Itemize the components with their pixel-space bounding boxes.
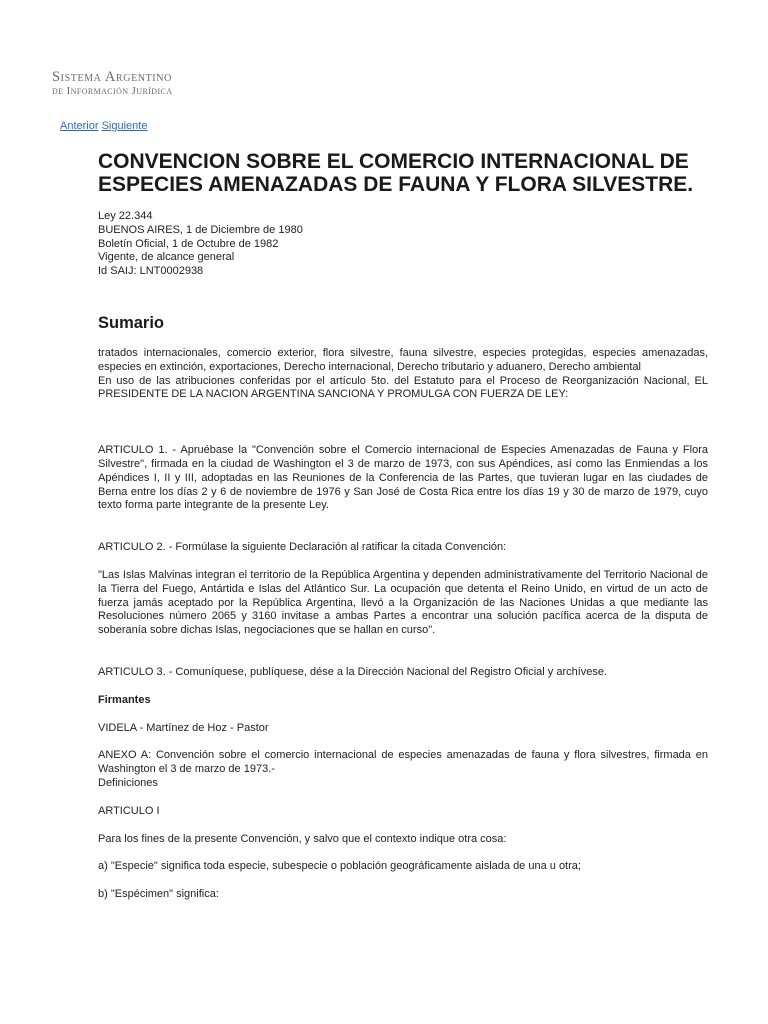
place-date: BUENOS AIRES, 1 de Diciembre de 1980 (98, 223, 303, 236)
definition-b: b) "Espécimen" significa: (98, 888, 219, 901)
article-2: ARTICULO 2. - Formúlase la siguiente Declaración al ratificar la citada Convención: (98, 541, 507, 554)
document-content (98, 150, 708, 902)
definition-a: a) "Especie" significa toda especie, subespecie o población geográficamente aislada de una u otra; (98, 860, 581, 873)
anexo-intro: Para los fines de la presente Convención, y salvo que el contexto indique otra cosa: (98, 832, 507, 845)
validity: Vigente, de alcance general (98, 251, 235, 264)
anexo-subtitle: Definiciones (98, 776, 158, 789)
anexo-article-heading: ARTICULO I (98, 804, 160, 817)
anexo-title: ANEXO A: Convención sobre el comercio internacional de especies amenazadas de fauna y flora silvestres, firmada en Washington el 3 de marzo de 1973.- (98, 749, 708, 776)
boletin-oficial: Boletín Oficial, 1 de Octubre de 1982 (98, 237, 279, 250)
law-number: Ley 22.344 (98, 210, 153, 222)
next-link[interactable]: Siguiente (101, 120, 148, 132)
article-1: ARTICULO 1. - Apruébase la "Convención sobre el Comercio internacional de Especies Amenazadas de Fauna y Flora Silvestre", firmada en la ciudad de Washington el 3 de marzo de 1973, con sus Apéndices, así como las Enmiendas a los Apéndices I, II y III, adoptadas en las Reuniones de la Conferencia de las Partes, que tuvieran lugar en las ciudades de Berna entre los días 2 y 6 de noviembre de 1976 y San José de Costa Rica entre los días 19 y 30 de marzo de 1979, cuyo texto forma parte integrante de la presente Ley. (98, 444, 708, 512)
sumario-preamble: En uso de las atribuciones conferidas por el artículo 5to. del Estatuto para el Proceso de Reorganización Nacional, EL PRESIDENTE DE LA NACION ARGENTINA SANCIONA Y PROMULGA CON FUERZA DE LEY: (98, 374, 708, 401)
firmantes-names: VIDELA - Martínez de Hoz - Pastor (98, 721, 269, 734)
sumario-heading: Sumario (98, 313, 165, 332)
saij-id: Id SAIJ: LNT0002938 (98, 265, 204, 278)
article-3: ARTICULO 3. - Comuníquese, publíquese, dése a la Dirección Nacional del Registro Oficial y archívese. (98, 665, 608, 678)
declaration: "Las Islas Malvinas integran el territorio de la República Argentina y dependen administrativamente del Territorio Nacional de la Tierra del Fuego, Antártida e Islas del Atlántico Sur. La ocupación que detenta el Reino Unido, en virtud de un acto de fuerza jamás aceptado por la República Argentina, llevó a la Organización de las Naciones Unidas a que mediante las Resoluciones número 2065 y 3160 invitase a ambas Partes a encontrar una solución pacífica acerca de la disputa de soberanía sobre dichas Islas, negociaciones que se hallan en curso". (98, 568, 708, 637)
firmantes-heading: Firmantes (98, 693, 151, 706)
saij-logo (52, 70, 172, 98)
previous-link[interactable]: Anterior (60, 120, 99, 132)
sumario-keywords: tratados internacionales, comercio exterior, flora silvestre, fauna silvestre, especies protegidas, especies amenazadas, especies en extinción, exportaciones, Derecho internacional, Derecho tributario y aduanero, Derecho ambiental (98, 346, 708, 373)
document-title: CONVENCION SOBRE EL COMERCIO INTERNACIONAL DE ESPECIES AMENAZADAS DE FAUNA Y FLORA SILVESTRE. (98, 150, 694, 196)
logo-line-1: Sistema Argentino (52, 69, 172, 85)
document-nav (60, 120, 147, 132)
document-metadata (98, 210, 708, 279)
logo-line-2: de Información Jurídica (52, 85, 173, 97)
